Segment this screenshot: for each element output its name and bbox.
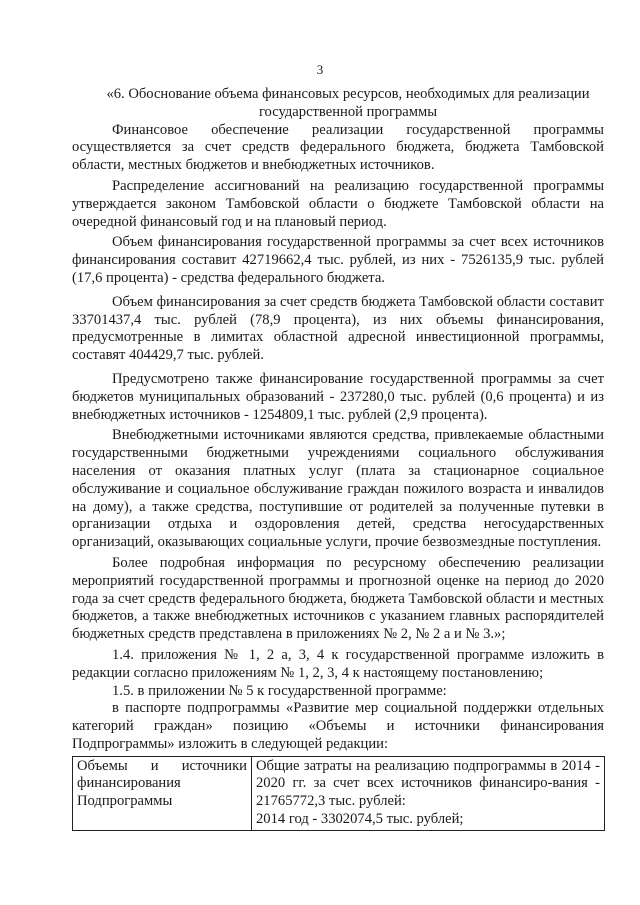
paragraph-passport-change: в паспорте подпрограммы «Развитие мер социальной поддержки отдельных категорий граждан» позицию «Объемы и источники финансирования Подпрограммы» изложить в следующей редакции: xyxy=(72,700,604,752)
paragraph-regional-budget: Объем финансирования за счет средств бюджета Тамбовской области составит 33701437,4 тыс. рублей (78,9 процента), из них объемы финансирования, предусмотренные в лимитах областной адресной инвестиционной программы, составят 404429,7 тыс. рублей. xyxy=(72,293,604,364)
table-cell-value xyxy=(252,756,605,830)
paragraph-item-1-4: 1.4. приложения № 1, 2 а, 3, 4 к государственной программе изложить в редакции согласно приложениям № 1, 2, 3, 4 к настоящему постановлению; xyxy=(72,646,604,681)
table-cell-line: Общие затраты на реализацию подпрограммы в 2014 - 2020 гг. за счет всех источников финансиро-вания - 21765772,3 тыс. рублей: xyxy=(256,757,600,810)
page-number: 3 xyxy=(316,62,324,77)
paragraph-allocation: Распределение ассигнований на реализацию государственной программы утверждается законом Тамбовской области о бюджете Тамбовской области на очередной финансовый год и на плановый период. xyxy=(72,177,604,230)
paragraph-financing-sources: Финансовое обеспечение реализации государственной программы осуществляется за счет средств федерального бюджета, бюджета Тамбовской области, местных бюджетов и внебюджетных источников. xyxy=(72,121,604,174)
paragraph-total-volume: Объем финансирования государственной программы за счет всех источников финансирования составит 42719662,4 тыс. рублей, из них - 7526135,9 тыс. рублей (17,6 процента) - средства федерального бюджета. xyxy=(72,234,604,286)
table-row xyxy=(73,756,605,830)
paragraph-extrabudgetary: Внебюджетными источниками являются средства, привлекаемые областными государственными бюджетными учреждениями социального обслуживания населения от оказания платных услуг (плата за стационарное социальное обслуживание и социальное обслуживание граждан пожилого возраста и инвалидов на дому), а также средства, поступившие от родителей за полученные путевки в организации отдыха и оздоровления детей, средства негосударственных организаций, оказывающих социальные услуги, прочие безвозмездные поступления. xyxy=(72,427,604,551)
document-body xyxy=(72,86,604,831)
paragraph-detailed-info: Более подробная информация по ресурсному обеспечению реализации мероприятий государственной программы и прогнозной оценке на период до 2020 года за счет средств федерального бюджета, бюджета Тамбовской области и местных бюджетов, а также внебюджетных источников с указанием главных распорядителей бюджетных средств представлена в приложениях № 2, № 2 а и № 3.»; xyxy=(72,554,604,643)
paragraph-municipal-budgets: Предусмотрено также финансирование государственной программы за счет бюджетов муниципальных образований - 237280,0 тыс. рублей (0,6 процента) и из внебюджетных источников - 1254809,1 тыс. рублей (2,9 процента). xyxy=(72,370,604,423)
passport-table xyxy=(72,756,605,831)
table-cell-line: 2014 год - 3302074,5 тыс. рублей; xyxy=(256,811,464,828)
table-cell-label: Объемы и источники финансирования Подпрограммы xyxy=(73,756,252,830)
paragraph-item-1-5: 1.5. в приложении № 5 к государственной программе: xyxy=(112,682,447,699)
section-heading: «6. Обоснование объема финансовых ресурсов, необходимых для реализации государственной программы xyxy=(106,86,590,120)
